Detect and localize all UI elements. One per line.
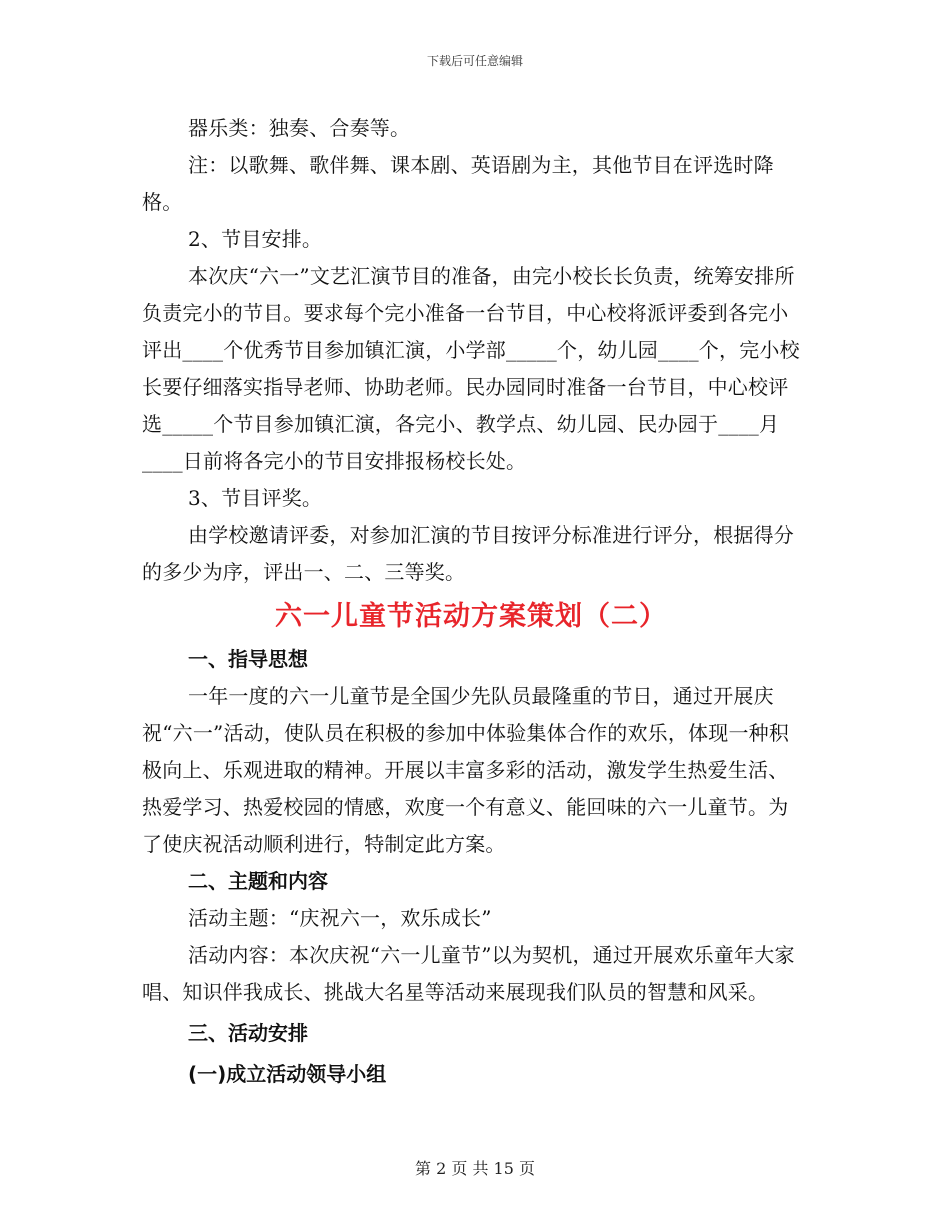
paragraph-note: 注：以歌舞、歌伴舞、课本剧、英语剧为主，其他节目在评选时降格。	[142, 153, 774, 214]
heading-theme-content: 二、主题和内容	[188, 869, 328, 893]
paragraph-instrumental: 器乐类：独奏、合奏等。	[188, 116, 411, 140]
heading-leadership-group: (一)成立活动领导小组	[188, 1062, 387, 1086]
paragraph-program-awards: 由学校邀请评委，对参加汇演的节目按评分标准进行评分，根据得分的多少为序，评出一、二、三等奖。	[142, 523, 794, 584]
paragraph-activity-content: 活动内容：本次庆祝“六一儿童节”以为契机，通过开展欢乐童年大家唱、知识伴我成长、挑战大名星等活动来展现我们队员的智慧和风采。	[142, 943, 795, 1004]
heading-program-arrangement: 2、节目安排。	[188, 227, 323, 251]
paragraph-activity-theme: 活动主题：“庆祝六一，欢乐成长”	[188, 906, 492, 930]
heading-activity-arrangement: 三、活动安排	[188, 1021, 308, 1045]
heading-program-awards: 3、节目评奖。	[188, 486, 323, 510]
heading-guiding-ideology: 一、指导思想	[188, 647, 308, 671]
paragraph-program-arrangement: 本次庆“六一”文艺汇演节目的准备，由完小校长长负责，统筹安排所负责完小的节目。要求每个完小准备一台节目，中心校将派评委到各完小评出____个优秀节目参加镇汇演，小学部_____个，幼儿园____个，完小校长要仔细落实指导老师、协助老师。民办园同时准备一台节目，中心校评选_____个节目参加镇汇演，各完小、教学点、幼儿园、民办园于____月____日前将各完小的节目安排报杨校长处。	[142, 264, 800, 473]
section-title: 六一儿童节活动方案策划（二）	[275, 601, 667, 632]
header-note: 下载后可任意编辑	[426, 54, 523, 68]
paragraph-guiding-ideology: 一年一度的六一儿童节是全国少先队员最隆重的节日，通过开展庆祝“六一”活动，使队员在积极的参加中体验集体合作的欢乐，体现一种积极向上、乐观进取的精神。开展以丰富多彩的活动，激发学生热爱生活、热爱学习、热爱校园的情感，欢度一个有意义、能回味的六一儿童节。为了使庆祝活动顺利进行，特制定此方案。	[142, 684, 790, 856]
page-footer: 第 2 页 共 15 页	[415, 1159, 535, 1178]
document-body	[142, 110, 800, 1093]
